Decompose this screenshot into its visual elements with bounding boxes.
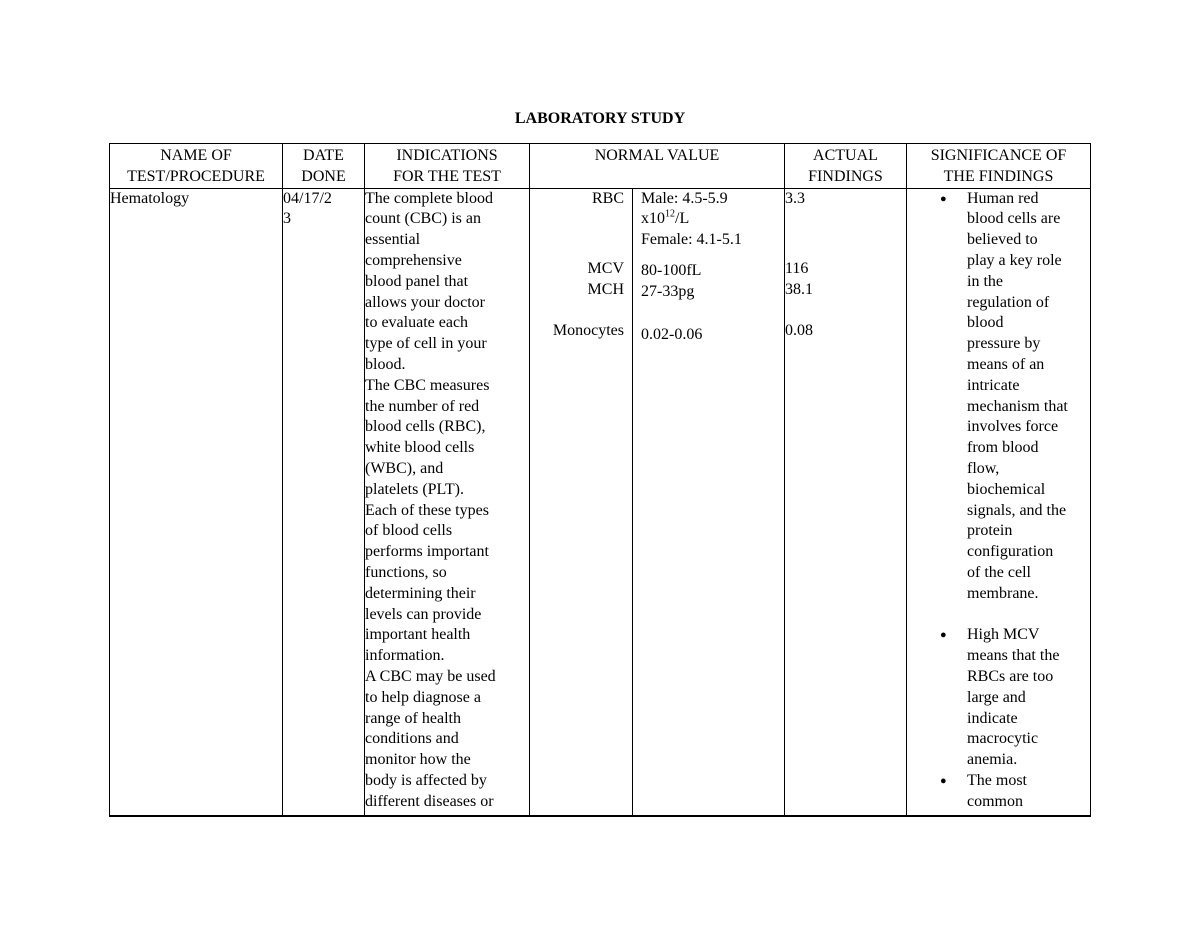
header-text: FOR THE TEST xyxy=(393,167,501,185)
indications-line: The complete blood xyxy=(365,189,493,207)
indications-line: of blood cells xyxy=(365,522,453,540)
value-monocytes: 0.02-0.06 xyxy=(641,326,703,344)
indications-line: blood panel that xyxy=(365,272,469,290)
actual-monocytes: 0.08 xyxy=(785,322,813,340)
significance-item xyxy=(967,625,1086,771)
indications-line: The CBC measures xyxy=(365,376,490,394)
table-header-row xyxy=(110,144,1091,189)
label-rbc: RBC xyxy=(591,189,624,207)
date-line: 3 xyxy=(283,210,291,228)
significance-line: believed to xyxy=(967,231,1038,249)
significance-line: in the xyxy=(967,272,1003,290)
indications-line: type of cell in your xyxy=(365,335,487,353)
indications-line: A CBC may be used xyxy=(365,667,496,685)
significance-cell xyxy=(907,188,1091,816)
label-mcv: MCV xyxy=(587,259,624,277)
header-actual-findings xyxy=(785,144,907,189)
indications-line: functions, so xyxy=(365,563,447,581)
indications-line: white blood cells xyxy=(365,439,475,457)
value-rbc-unit xyxy=(641,209,784,230)
significance-line: ● The most xyxy=(967,771,1027,789)
indications-line: Each of these types xyxy=(365,501,489,519)
indications-line: determining their xyxy=(365,584,476,602)
indications-line: to help diagnose a xyxy=(365,688,481,706)
significance-line: large and xyxy=(967,688,1026,706)
unit-base: x10 xyxy=(641,210,665,228)
test-name: Hematology xyxy=(110,189,190,207)
actual-mcv: 116 xyxy=(785,259,809,277)
header-text: NORMAL VALUE xyxy=(594,147,720,164)
significance-line: of the cell xyxy=(967,563,1031,581)
header-text: SIGNIFICANCE OF xyxy=(930,147,1067,164)
value-mcv: 80-100fL xyxy=(641,261,702,279)
date-line: 04/17/2 xyxy=(283,189,332,207)
significance-line: intricate xyxy=(967,376,1020,394)
normal-value-values xyxy=(633,189,784,815)
table-row xyxy=(110,188,1091,816)
actual-findings-cell xyxy=(785,188,907,816)
significance-line: anemia. xyxy=(967,751,1018,769)
significance-line: indicate xyxy=(967,709,1018,727)
header-text: FINDINGS xyxy=(808,167,883,185)
header-text: INDICATIONS xyxy=(396,147,498,164)
header-name-of-test xyxy=(110,144,283,189)
indications-line: blood. xyxy=(365,355,406,373)
significance-list xyxy=(907,189,1090,813)
date-done-cell xyxy=(283,188,365,816)
label-mch: MCH xyxy=(587,280,624,298)
significance-line: membrane. xyxy=(967,584,1039,602)
significance-line: configuration xyxy=(967,543,1054,561)
value-rbc-male: Male: 4.5-5.9 xyxy=(641,189,728,207)
significance-line: RBCs are too xyxy=(967,667,1054,685)
label-monocytes: Monocytes xyxy=(552,322,624,340)
significance-line: involves force xyxy=(967,418,1059,436)
unit-tail: /L xyxy=(675,210,690,228)
actual-mch: 38.1 xyxy=(785,280,813,298)
significance-line: biochemical xyxy=(967,480,1046,498)
significance-line: regulation of xyxy=(967,293,1050,311)
laboratory-study-table xyxy=(109,143,1091,817)
significance-item xyxy=(967,771,1086,813)
indications-line: comprehensive xyxy=(365,251,462,269)
significance-line: from blood xyxy=(967,439,1039,457)
significance-line: signals, and the xyxy=(967,501,1067,519)
test-name-cell xyxy=(110,188,283,816)
header-text: ACTUAL xyxy=(813,147,878,164)
header-text: DONE xyxy=(301,167,346,185)
indications-line: conditions and xyxy=(365,730,459,748)
header-date-done xyxy=(283,144,365,189)
indications-text xyxy=(365,189,529,813)
normal-value-cell xyxy=(530,188,785,816)
significance-line: means of an xyxy=(967,355,1045,373)
value-rbc-female: Female: 4.1-5.1 xyxy=(641,231,742,249)
indications-line: performs important xyxy=(365,543,489,561)
indications-line: essential xyxy=(365,231,421,249)
indications-line: information. xyxy=(365,647,445,665)
header-text: DATE xyxy=(303,147,344,164)
significance-line: means that the xyxy=(967,647,1060,665)
indications-line: count (CBC) is an xyxy=(365,210,481,228)
significance-item xyxy=(967,189,1086,605)
unit-exponent: 12 xyxy=(665,209,675,221)
indications-line: different diseases or xyxy=(365,792,494,810)
header-normal-value xyxy=(530,144,785,189)
actual-rbc: 3.3 xyxy=(785,189,805,207)
indications-line: range of health xyxy=(365,709,461,727)
significance-line: mechanism that xyxy=(967,397,1068,415)
normal-value-grid xyxy=(530,189,784,815)
indications-line: body is affected by xyxy=(365,771,487,789)
header-text: TEST/PROCEDURE xyxy=(127,167,265,185)
indications-line: important health xyxy=(365,626,471,644)
indications-line: platelets (PLT). xyxy=(365,480,464,498)
normal-value-labels xyxy=(530,189,633,815)
indications-line: (WBC), and xyxy=(365,459,444,477)
indications-line: levels can provide xyxy=(365,605,482,623)
header-significance xyxy=(907,144,1091,189)
header-text: NAME OF xyxy=(160,147,232,164)
indications-line: blood cells (RBC), xyxy=(365,418,486,436)
header-text: THE FINDINGS xyxy=(943,167,1054,185)
page-title: LABORATORY STUDY xyxy=(514,110,686,127)
significance-line: protein xyxy=(967,522,1013,540)
significance-line: blood cells are xyxy=(967,210,1061,228)
significance-line: play a key role xyxy=(967,251,1062,269)
header-indications xyxy=(365,144,530,189)
indications-cell xyxy=(365,188,530,816)
significance-line: flow, xyxy=(967,459,1000,477)
significance-line: common xyxy=(967,792,1023,810)
value-mch: 27-33pg xyxy=(641,282,695,300)
significance-line: macrocytic xyxy=(967,730,1039,748)
indications-line: allows your doctor xyxy=(365,293,485,311)
indications-line: to evaluate each xyxy=(365,314,469,332)
significance-line: pressure by xyxy=(967,335,1041,353)
indications-line: monitor how the xyxy=(365,751,471,769)
significance-line: ● Human red xyxy=(967,189,1039,207)
significance-line: ● High MCV xyxy=(967,626,1040,644)
indications-line: the number of red xyxy=(365,397,480,415)
significance-line: blood xyxy=(967,314,1004,332)
